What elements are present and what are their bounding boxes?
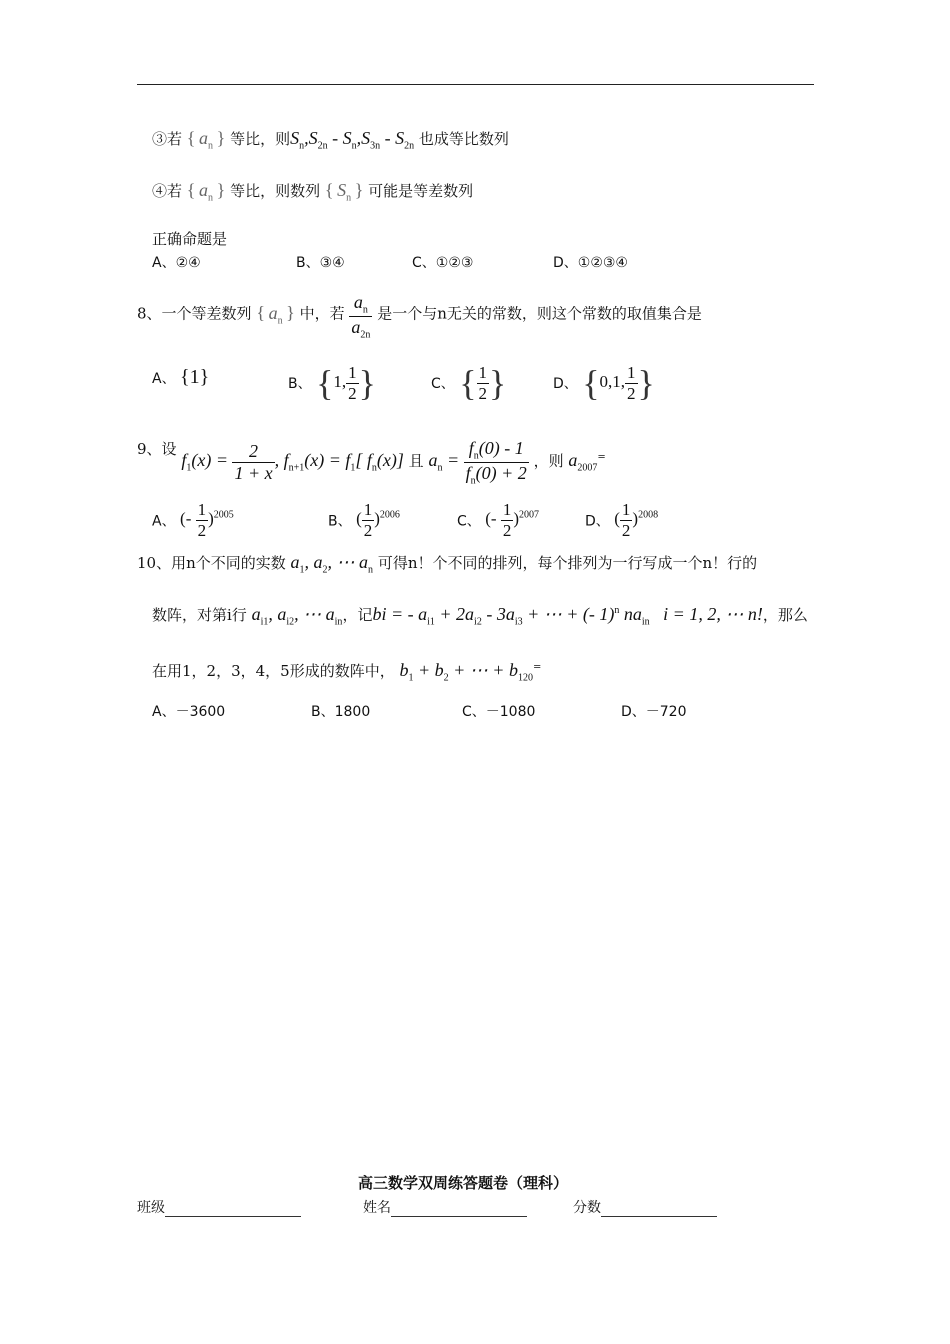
- set-half: { $\frac{1}{2}$ }: [459, 362, 507, 403]
- sequence-a-n: { $a_n$ }: [186, 128, 226, 152]
- name-label: 姓名: [363, 1200, 391, 1216]
- q10-line-3: 在用1，2，3，4，5形成的数阵中， $b_1 + b_2$ + ⋯ + $b_{120}^=$: [152, 660, 542, 684]
- sequence-a-n: { $a_n$ }: [256, 302, 295, 327]
- q8-prefix: 8、一个等差数列: [137, 304, 252, 323]
- statement-3: [152, 128, 509, 152]
- row-elements: $a_{i1}$, $a_{i2}$, ⋯ $a_{in}$: [251, 604, 343, 628]
- q9-then: ，则: [533, 452, 564, 471]
- statement-4-prefix: ④若: [152, 182, 183, 200]
- q10-option-d: D、－720: [621, 704, 687, 720]
- score-field: [573, 1197, 717, 1217]
- class-field: [137, 1197, 301, 1217]
- statement-3-prefix: ③若: [152, 130, 183, 148]
- statement-4-mid: 等比，则数列: [230, 182, 321, 200]
- statement-3-mid: 等比，则: [230, 130, 291, 148]
- name-field: [363, 1197, 527, 1217]
- header-rule: [137, 84, 814, 85]
- set-one-half: {1, $\frac{1}{2}$ }: [316, 362, 376, 403]
- q9-option-c: C、 (- $\frac{1}{2}$ )$^{2007}$: [457, 500, 539, 540]
- q7-option-d: D、①②③④: [553, 255, 628, 271]
- q9-option-b: B、 ( $\frac{1}{2}$ )$^{2006}$: [328, 500, 400, 540]
- bi-definition: bi = - $a_{i1} + 2a_{i2} - 3a_{i3}$ + ⋯ + (- 1)$^n$ $na_{in}$ i = 1, 2, ⋯ n!: [372, 604, 763, 628]
- q7-prompt: 正确命题是: [152, 230, 228, 248]
- q9-and: 且: [408, 452, 424, 471]
- sum-expression: $S_n,S_{2n} - S_n,S_{3n} - S_{2n}$: [290, 128, 415, 152]
- real-numbers-list: $a_1$, $a_2$, ⋯ $a_n$: [290, 552, 374, 576]
- q10-option-c: C、－1080: [462, 704, 536, 720]
- q10-line-1: 10、用n个不同的实数 $a_1$, $a_2$, ⋯ $a_n$ 可得n！个不同的排列，每个排列为一行写成一个n！行的: [137, 552, 758, 576]
- name-blank[interactable]: [391, 1202, 527, 1217]
- sequence-s-n: { $S_n$ }: [324, 180, 364, 204]
- q7-option-a: A、②④: [152, 255, 201, 271]
- q8-option-b: B、 {1, $\frac{1}{2}$ }: [288, 362, 376, 403]
- statement-3-suffix: 也成等比数列: [418, 130, 509, 148]
- statement-4: [152, 180, 473, 204]
- q10-option-b: B、1800: [311, 704, 371, 720]
- q10-line-2: 数阵，对第i行 $a_{i1}$, $a_{i2}$, ⋯ $a_{in}$，记bi = - $a_{i1} + 2a_{i2} - 3a_{i3}$ + ⋯ + (- 1)$^n$ $na_{in}$ i = 1, 2, ⋯ n!，那么: [152, 604, 808, 628]
- q9-prefix: 9、设: [137, 440, 177, 458]
- answer-sheet-title: 高三数学双周练答题卷（理科）: [358, 1174, 569, 1192]
- score-label: 分数: [573, 1200, 601, 1216]
- question-9: 9、设 $f_1(x)$ = $\frac{2}{1 + x}$ , $f_{n+1}(x) = f_1$[ $f_n(x)$] 且 $a_n$ = $\frac{f_n(0) - 1}{f_n(0) + 2}$ ，则 $a_{2007}^=$: [137, 438, 606, 487]
- q8-option-d: D、 {0,1, $\frac{1}{2}$ }: [553, 362, 655, 403]
- q8-suffix: 是一个与n无关的常数，则这个常数的取值集合是: [377, 304, 702, 323]
- a-2007: $a_{2007}$: [568, 450, 598, 474]
- set-one: {1}: [180, 366, 210, 388]
- class-blank[interactable]: [165, 1202, 301, 1217]
- a-n-definition: $a_n$ = $\frac{f_n(0) - 1}{f_n(0) + 2}$: [428, 438, 527, 487]
- set-zero-one-half: {0,1, $\frac{1}{2}$ }: [582, 362, 655, 403]
- class-label: 班级: [137, 1200, 165, 1216]
- b-sum: $b_1 + b_2$ + ⋯ + $b_{120}$: [399, 660, 533, 684]
- q8-option-c: C、 { $\frac{1}{2}$ }: [431, 362, 507, 403]
- q10-option-a: A、－3600: [152, 704, 226, 720]
- question-8: [137, 292, 702, 340]
- q7-option-b: B、③④: [296, 255, 345, 271]
- ratio-fraction: $\frac{a_n}{a_{2n}}$: [351, 292, 371, 341]
- q7-option-c: C、①②③: [412, 255, 474, 271]
- q8-mid: 中，若: [299, 304, 345, 323]
- f1-definition: $f_1(x)$ = $\frac{2}{1 + x}$ , $f_{n+1}(x) = f_1$[ $f_n(x)$]: [181, 440, 404, 483]
- q9-option-a: A、 (- $\frac{1}{2}$ )$^{2005}$: [152, 500, 234, 540]
- statement-4-suffix: 可能是等差数列: [368, 182, 474, 200]
- score-blank[interactable]: [601, 1202, 717, 1217]
- q9-option-d: D、 ( $\frac{1}{2}$ )$^{2008}$: [585, 500, 659, 540]
- q8-option-a: A、 {1}: [152, 366, 210, 388]
- sequence-a-n: { $a_n$ }: [186, 180, 226, 204]
